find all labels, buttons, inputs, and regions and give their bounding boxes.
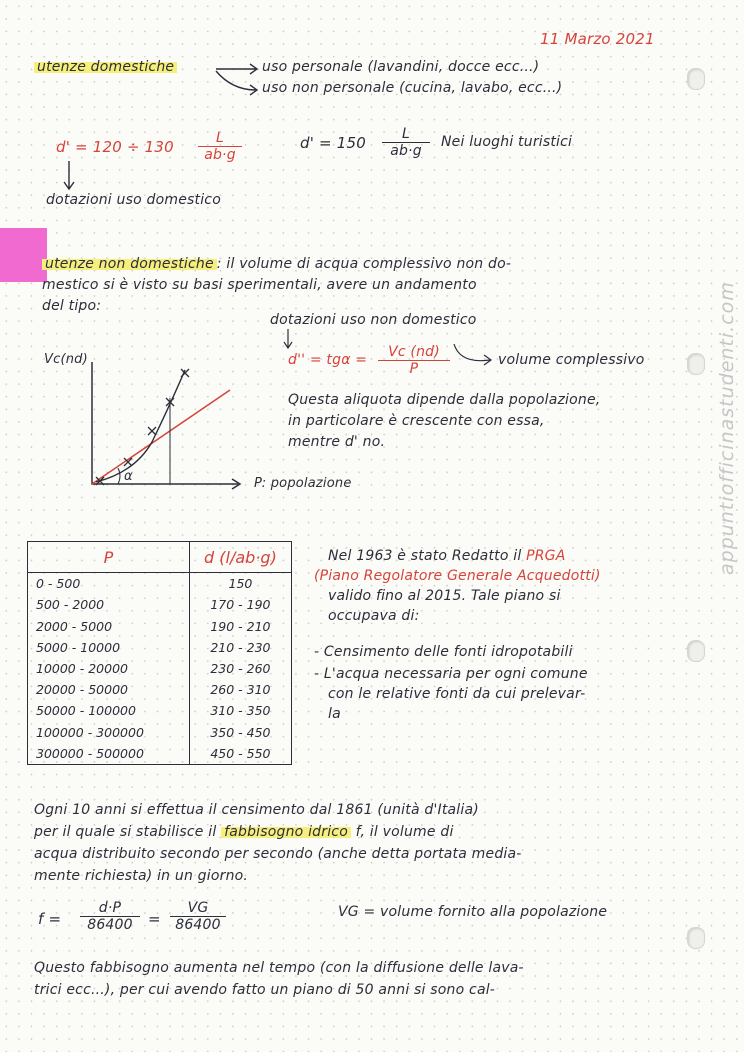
table-row xyxy=(28,658,292,679)
graph-angle-label: α xyxy=(124,469,133,484)
table-row xyxy=(28,637,292,658)
section-non-domestic-line2: mestico si è visto su basi sperimentali, avere un andamento xyxy=(42,277,477,293)
dotation-table xyxy=(27,541,292,765)
graph-label-non-domestic: dotazioni uso non domestico xyxy=(270,312,477,328)
table-cell: 20000 - 50000 xyxy=(28,679,190,700)
formula-non-domestic-lhs: d'' = tgα = xyxy=(288,352,368,368)
graph-y-axis-label: Vc(nd) xyxy=(44,352,88,367)
para-line4: mente richiesta) in un giorno. xyxy=(34,868,249,884)
table-cell: 150 xyxy=(228,576,253,592)
watermark: appuntiofficinastudenti.com xyxy=(716,281,738,575)
prga-bullet1: - Censimento delle fonti idropotabili xyxy=(314,644,573,660)
formula-f-note: VG = volume fornito alla popolazione xyxy=(338,904,608,920)
table-row xyxy=(28,594,292,615)
table-cell: 190 - 210 xyxy=(210,618,271,634)
formula-f-fraction2: $\frac{VG}{86400}$ xyxy=(170,900,226,933)
table-cell: 230 - 260 xyxy=(210,660,271,676)
table-cell: 450 - 550 xyxy=(210,745,271,761)
pink-tab xyxy=(0,228,47,282)
formula-tourist-fraction: $\frac{L}{ab\cdot g}$ xyxy=(382,126,430,159)
prga-line1: Nel 1963 è stato Redatto il PRGA xyxy=(328,548,566,564)
section-non-domestic-line3: del tipo: xyxy=(42,298,102,314)
table-cell: 10000 - 20000 xyxy=(28,658,190,679)
last-line2: trici ecc...), per cui avendo fatto un piano di 50 anni si sono cal- xyxy=(34,982,496,998)
table-cell: 260 - 310 xyxy=(210,682,271,698)
table-row xyxy=(28,615,292,636)
prga-line3: valido fino al 2015. Tale piano si xyxy=(328,588,561,604)
binder-hole xyxy=(687,353,705,375)
formula-f-equals: = xyxy=(148,910,161,928)
graph-desc-line2: in particolare è crescente con essa, xyxy=(288,413,545,429)
formula-f-lhs: f = xyxy=(38,910,62,928)
prga-line4: occupava di: xyxy=(328,608,420,624)
branch-personal: uso personale (lavandini, docce ecc...) xyxy=(262,59,540,75)
prga-bullet2-cont: con le relative fonti da cui prelevar- xyxy=(328,686,586,702)
formula-f-fraction1: $\frac{d\cdot P}{86400}$ xyxy=(80,900,140,933)
table-cell: 300000 - 500000 xyxy=(28,743,190,765)
table-cell: 2000 - 5000 xyxy=(28,615,190,636)
binder-hole xyxy=(687,927,705,949)
table-row xyxy=(28,743,292,765)
down-arrow-small xyxy=(282,328,294,350)
formula-domestic-fraction: $\frac{L}{ab\cdot g}$ xyxy=(198,130,242,163)
table-row xyxy=(28,700,292,721)
table-cell: 350 - 450 xyxy=(210,724,271,740)
para-line2: per il quale si stabilisce il fabbisogno idrico f, il volume di xyxy=(34,824,454,840)
para-line1: Ogni 10 anni si effettua il censimento dal 1861 (unità d'Italia) xyxy=(34,802,479,818)
table-header: P xyxy=(28,542,190,573)
branch-arrows xyxy=(214,60,264,100)
table-row xyxy=(28,573,292,595)
para-line3: acqua distribuito secondo per secondo (anche detta portata media- xyxy=(34,846,522,862)
section-non-domestic-line1: utenze non domestiche : il volume di acqua complessivo non do- xyxy=(42,256,511,272)
branch-non-personal: uso non personale (cucina, lavabo, ecc...) xyxy=(262,80,563,96)
table-cell: 500 - 2000 xyxy=(28,594,190,615)
graph-desc-line3: mentre d' no. xyxy=(288,434,386,450)
formula-domestic-caption: dotazioni uso domestico xyxy=(46,192,221,208)
graph-desc-line1: Questa aliquota dipende dalla popolazione, xyxy=(288,392,601,408)
table-cell: 310 - 350 xyxy=(210,703,271,719)
formula-non-domestic-fraction: $\frac{Vc (nd)}{P}$ xyxy=(378,344,450,377)
formula-domestic-lhs: d' = 120 ÷ 130 xyxy=(56,138,174,156)
date: 11 Marzo 2021 xyxy=(540,30,655,48)
formula-tourist-lhs: d' = 150 xyxy=(300,134,366,152)
table-cell: 5000 - 10000 xyxy=(28,637,190,658)
binder-hole xyxy=(687,68,705,90)
table-cell: 210 - 230 xyxy=(210,639,271,655)
section-title-domestic: utenze domestiche xyxy=(34,59,177,75)
prga-bullet2-end: la xyxy=(328,706,341,722)
formula-tourist-note: Nei luoghi turistici xyxy=(441,134,573,150)
table-cell: 50000 - 100000 xyxy=(28,700,190,721)
graph-x-axis-label: P: popolazione xyxy=(254,476,352,491)
table-cell: 0 - 500 xyxy=(28,573,190,595)
table-cell: 100000 - 300000 xyxy=(28,721,190,742)
last-line1: Questo fabbisogno aumenta nel tempo (con la diffusione delle lava- xyxy=(34,960,524,976)
table-row xyxy=(28,679,292,700)
volume-label: volume complessivo xyxy=(498,352,645,368)
prga-bullet2: - L'acqua necessaria per ogni comune xyxy=(314,666,588,682)
curved-arrow xyxy=(450,340,502,370)
down-arrow xyxy=(61,160,77,192)
binder-hole xyxy=(687,640,705,662)
table-row xyxy=(28,721,292,742)
table-header: d (l/ab·g) xyxy=(189,542,291,573)
prga-line2: (Piano Regolatore Generale Acquedotti) xyxy=(314,568,601,584)
table-cell: 170 - 190 xyxy=(210,597,271,613)
